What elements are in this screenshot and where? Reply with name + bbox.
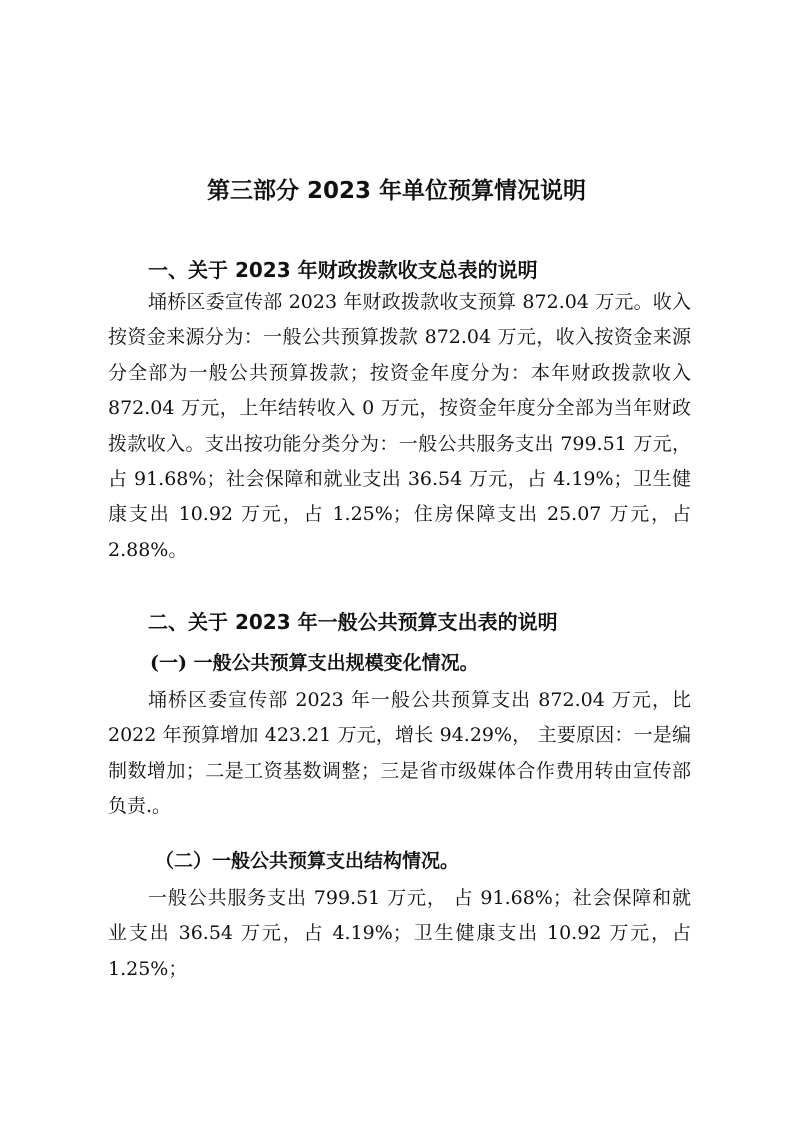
section-1-paragraph: 埇桥区委宣传部 2023 年财政拨款收支预算 872.04 万元。收入按资金来源分为：一般公共预算拨款 872.04 万元，收入按资金来源分全部为一般公共预算拨款；按资金年度分为：本年财政拨款收入 872.04 万元，上年结转收入 0 万元，按资金年度分全部为当年财政拨款收入。支出按功能分类分为：一般公共服务支出 799.51 万元，占 91.68%；社会保障和就业支出 36.54 万元，占 4.19%；卫生健康支出 10.92 万元，占 1.25%；住房保障支出 25.07 万元，占 2.88%。 <box>108 291 691 561</box>
section-heading-2: 二、关于 2023 年一般公共预算支出表的说明 <box>148 610 558 634</box>
subsection-heading-1: (一) 一般公共预算支出规模变化情况。 <box>150 652 479 674</box>
page-title: 第三部分 2023 年单位预算情况说明 <box>206 178 587 204</box>
subsection-heading-2: （二）一般公共预算支出结构情况。 <box>155 850 460 872</box>
subsection-2-paragraph: 一般公共服务支出 799.51 万元， 占 91.68%；社会保障和就业支出 36.54 万元，占 4.19%；卫生健康支出 10.92 万元，占 1.25%； <box>108 887 691 980</box>
section-heading-1: 一、关于 2023 年财政拨款收支总表的说明 <box>148 258 538 282</box>
subsection-1-paragraph: 埇桥区委宣传部 2023 年一般公共预算支出 872.04 万元，比 2022 年预算增加 423.21 万元，增长 94.29%， 主要原因：一是编制数增加；二是工资基数调整；三是省市级媒体合作费用转由宣传部负责.。 <box>108 689 691 818</box>
